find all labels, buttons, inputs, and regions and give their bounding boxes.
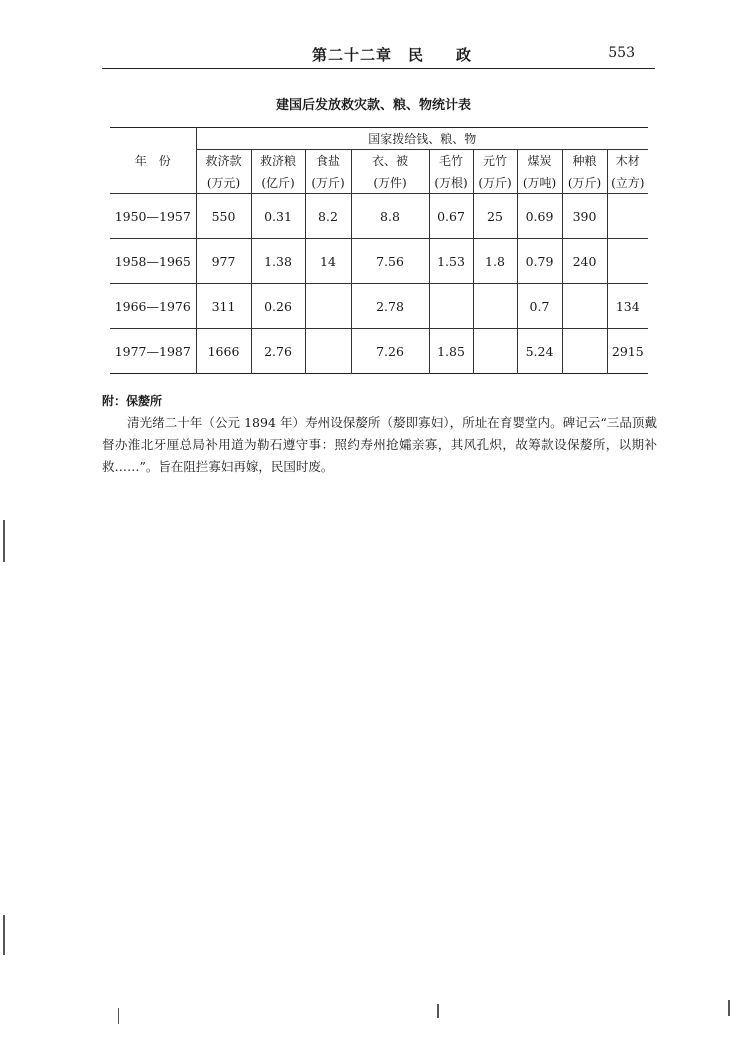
value-cell: 7.26 — [351, 329, 429, 374]
column-unit: (万斤) — [562, 171, 607, 194]
table-row — [110, 329, 648, 374]
table-row — [110, 239, 648, 284]
column-header: 元竹 — [473, 150, 517, 172]
value-cell: 240 — [562, 239, 607, 284]
value-cell: 0.7 — [517, 284, 562, 329]
value-cell: 14 — [305, 239, 351, 284]
value-cell — [429, 284, 473, 329]
column-unit: (立方) — [607, 171, 648, 194]
value-cell: 2915 — [607, 329, 648, 374]
value-cell: 25 — [473, 194, 517, 239]
scan-mark — [437, 1004, 439, 1018]
value-cell: 0.67 — [429, 194, 473, 239]
column-unit: (万斤) — [305, 171, 351, 194]
column-unit: (万根) — [429, 171, 473, 194]
scan-mark — [3, 915, 5, 955]
scan-mark — [3, 520, 5, 562]
chapter-title: 第二十二章 民 政 — [312, 46, 473, 64]
column-header: 食盐 — [305, 150, 351, 172]
value-cell: 977 — [196, 239, 251, 284]
value-cell: 1.8 — [473, 239, 517, 284]
value-cell: 134 — [607, 284, 648, 329]
column-header: 种粮 — [562, 150, 607, 172]
value-cell: 1.53 — [429, 239, 473, 284]
value-cell: 0.79 — [517, 239, 562, 284]
page-header — [102, 40, 655, 70]
table-row — [110, 284, 648, 329]
table-body — [110, 194, 648, 374]
period-cell: 1977—1987 — [110, 329, 196, 374]
period-cell: 1966—1976 — [110, 284, 196, 329]
appendix — [102, 390, 657, 478]
value-cell: 550 — [196, 194, 251, 239]
value-cell: 311 — [196, 284, 251, 329]
value-cell: 8.2 — [305, 194, 351, 239]
value-cell — [607, 194, 648, 239]
scan-mark — [118, 1008, 119, 1024]
value-cell: 0.26 — [251, 284, 305, 329]
value-cell — [473, 284, 517, 329]
scan-mark — [728, 1000, 730, 1016]
column-unit: (万件) — [351, 171, 429, 194]
value-cell: 1666 — [196, 329, 251, 374]
value-cell: 8.8 — [351, 194, 429, 239]
column-header: 煤炭 — [517, 150, 562, 172]
appendix-title: 附：保嫠所 — [102, 394, 163, 408]
value-cell — [305, 329, 351, 374]
value-cell: 0.69 — [517, 194, 562, 239]
value-cell — [562, 329, 607, 374]
value-cell: 0.31 — [251, 194, 305, 239]
group-header: 国家拨给钱、粮、物 — [196, 128, 648, 150]
value-cell: 1.38 — [251, 239, 305, 284]
period-cell: 1950—1957 — [110, 194, 196, 239]
column-header: 木材 — [607, 150, 648, 172]
table-row — [110, 194, 648, 239]
period-cell: 1958—1965 — [110, 239, 196, 284]
column-unit: (万元) — [196, 171, 251, 194]
value-cell: 390 — [562, 194, 607, 239]
value-cell: 5.24 — [517, 329, 562, 374]
relief-statistics-table — [110, 127, 648, 374]
value-cell: 2.76 — [251, 329, 305, 374]
header-rule — [102, 68, 655, 69]
table-title: 建国后发放救灾款、粮、物统计表 — [275, 98, 471, 113]
column-header: 救济粮 — [251, 150, 305, 172]
value-cell — [473, 329, 517, 374]
year-header: 年 份 — [134, 154, 171, 168]
value-cell: 7.56 — [351, 239, 429, 284]
value-cell — [305, 284, 351, 329]
value-cell — [607, 239, 648, 284]
value-cell: 2.78 — [351, 284, 429, 329]
value-cell — [562, 284, 607, 329]
column-header: 毛竹 — [429, 150, 473, 172]
column-unit: (万吨) — [517, 171, 562, 194]
appendix-paragraph: 清光绪二十年（公元 1894 年）寿州设保嫠所（嫠即寡妇），所址在育婴堂内。碑记云“三品顶戴督办淮北牙厘总局补用道为勒石遵守事：照约寿州抢孀亲寡，其风孔炽，故筹款设保嫠所，以期补救……”。旨在阻拦寡妇再嫁，民国时废。 — [102, 415, 657, 474]
column-unit: (亿斤) — [251, 171, 305, 194]
value-cell: 1.85 — [429, 329, 473, 374]
column-unit: (万斤) — [473, 171, 517, 194]
page-number: 553 — [608, 45, 635, 61]
column-header: 救济款 — [196, 150, 251, 172]
column-header: 衣、被 — [351, 150, 429, 172]
